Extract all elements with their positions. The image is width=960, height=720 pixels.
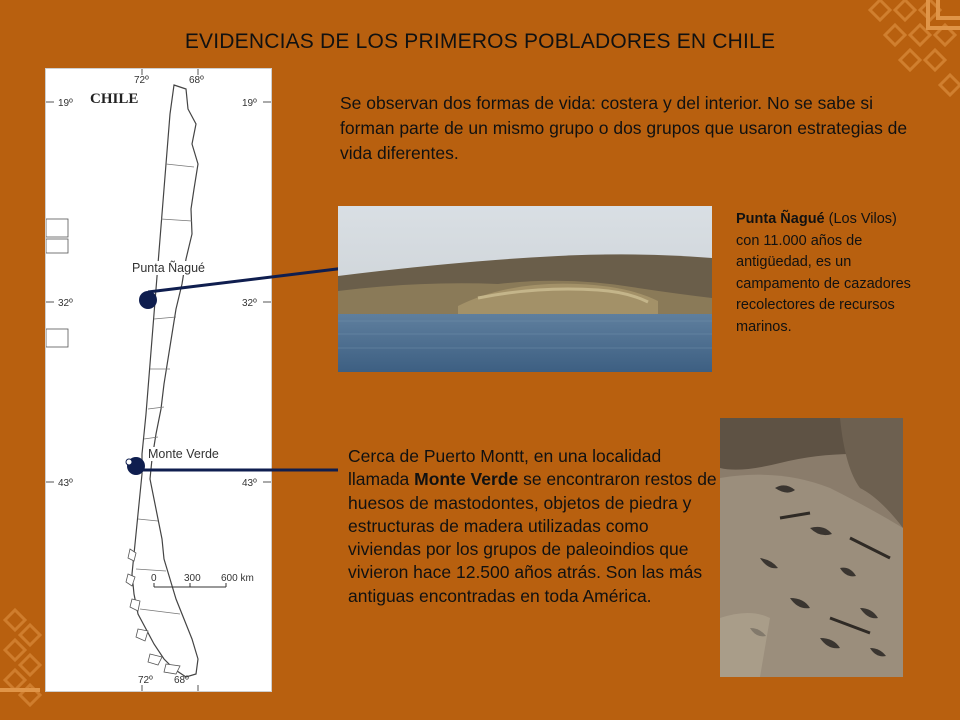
map-country-label: CHILE bbox=[90, 91, 139, 107]
lon-label-68-bottom: 68º bbox=[174, 675, 189, 686]
intro-text: Se observan dos formas de vida: costera y del interior. No se sabe si forman parte de un mismo grupo o dos grupos que usaron estrategias de vida diferentes. bbox=[340, 93, 908, 163]
monte-verde-photo bbox=[720, 418, 903, 677]
site-label-monte-verde: Monte Verde bbox=[148, 447, 219, 461]
lat-label-32-right: 32º bbox=[242, 298, 257, 309]
monte-verde-name: Monte Verde bbox=[414, 469, 519, 490]
connector-punta-nague bbox=[148, 268, 345, 292]
scale-label-300: 300 bbox=[184, 573, 201, 584]
lat-label-43-right: 43º bbox=[242, 478, 257, 489]
lat-label-32: 32º bbox=[58, 298, 73, 309]
punta-nague-photo bbox=[338, 206, 712, 372]
monte-verde-caption bbox=[348, 445, 718, 608]
site-label-punta-nague: Punta Ñagué bbox=[132, 261, 205, 275]
lat-label-19-right: 19º bbox=[242, 98, 257, 109]
marker-monte-verde-small bbox=[126, 459, 132, 465]
punta-nague-name: Punta Ñagué bbox=[736, 211, 825, 227]
monte-verde-text-after: se encontraron restos de huesos de mastodontes, objetos de piedra y estructuras de madera utilizadas como viviendas por los grupos de paleoindios que vivieron hace 12.500 años atrás. Son las más antiguas encontradas en toda América. bbox=[348, 469, 717, 606]
lat-label-43: 43º bbox=[58, 478, 73, 489]
lon-label-72-bottom: 72º bbox=[138, 675, 153, 686]
scale-label-600: 600 km bbox=[221, 573, 254, 584]
punta-nague-caption bbox=[736, 209, 916, 338]
slide-title: EVIDENCIAS DE LOS PRIMEROS POBLADORES EN CHILE bbox=[184, 30, 776, 53]
lat-label-19: 19º bbox=[58, 98, 73, 109]
lon-label-68: 68º bbox=[189, 75, 204, 86]
marker-punta-nague bbox=[139, 291, 157, 309]
punta-nague-text: (Los Vilos) con 11.000 años de antigüedad, es un campamento de cazadores recolectores de recursos marinos. bbox=[736, 211, 911, 335]
lon-label-72: 72º bbox=[134, 75, 149, 86]
monte-verde-text-before: Cerca de Puerto Montt, en una localidad llamada bbox=[348, 446, 662, 490]
scale-label-0: 0 bbox=[151, 573, 157, 584]
